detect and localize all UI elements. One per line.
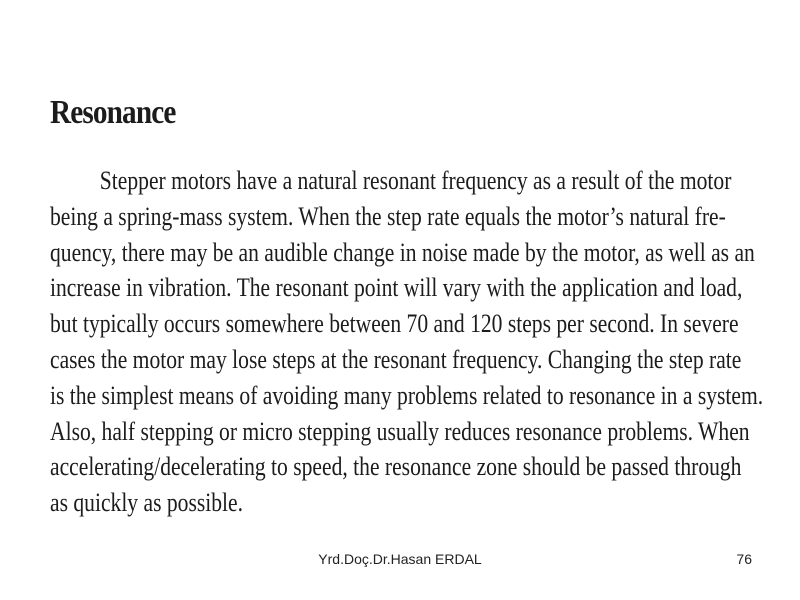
footer-author: Yrd.Doç.Dr.Hasan ERDAL [318, 551, 482, 567]
paragraph-line: Also, half stepping or micro stepping usually reduces resonance problems. When [50, 416, 750, 446]
paragraph-line: is the simplest means of avoiding many problems related to resonance in a system. [50, 380, 764, 410]
body-paragraph [50, 163, 764, 521]
paragraph-line: but typically occurs somewhere between 70 and 120 steps per second. In severe [50, 309, 739, 339]
paragraph-line: Stepper motors have a natural resonant frequency as a result of the motor [99, 166, 732, 195]
slide-title: Resonance [50, 94, 176, 131]
paragraph-line: as quickly as possible. [50, 488, 244, 518]
paragraph-line: cases the motor may lose steps at the resonant frequency. Changing the step rate [50, 344, 742, 374]
paragraph-line: being a spring-mass system. When the step rate equals the motor’s natural fre- [50, 201, 726, 231]
paragraph-line: quency, there may be an audible change in noise made by the motor, as well as an [50, 237, 755, 267]
paragraph-line: accelerating/decelerating to speed, the resonance zone should be passed through [50, 452, 742, 482]
page-number: 76 [736, 551, 752, 567]
paragraph-line: increase in vibration. The resonant point will vary with the application and load, [50, 273, 743, 303]
